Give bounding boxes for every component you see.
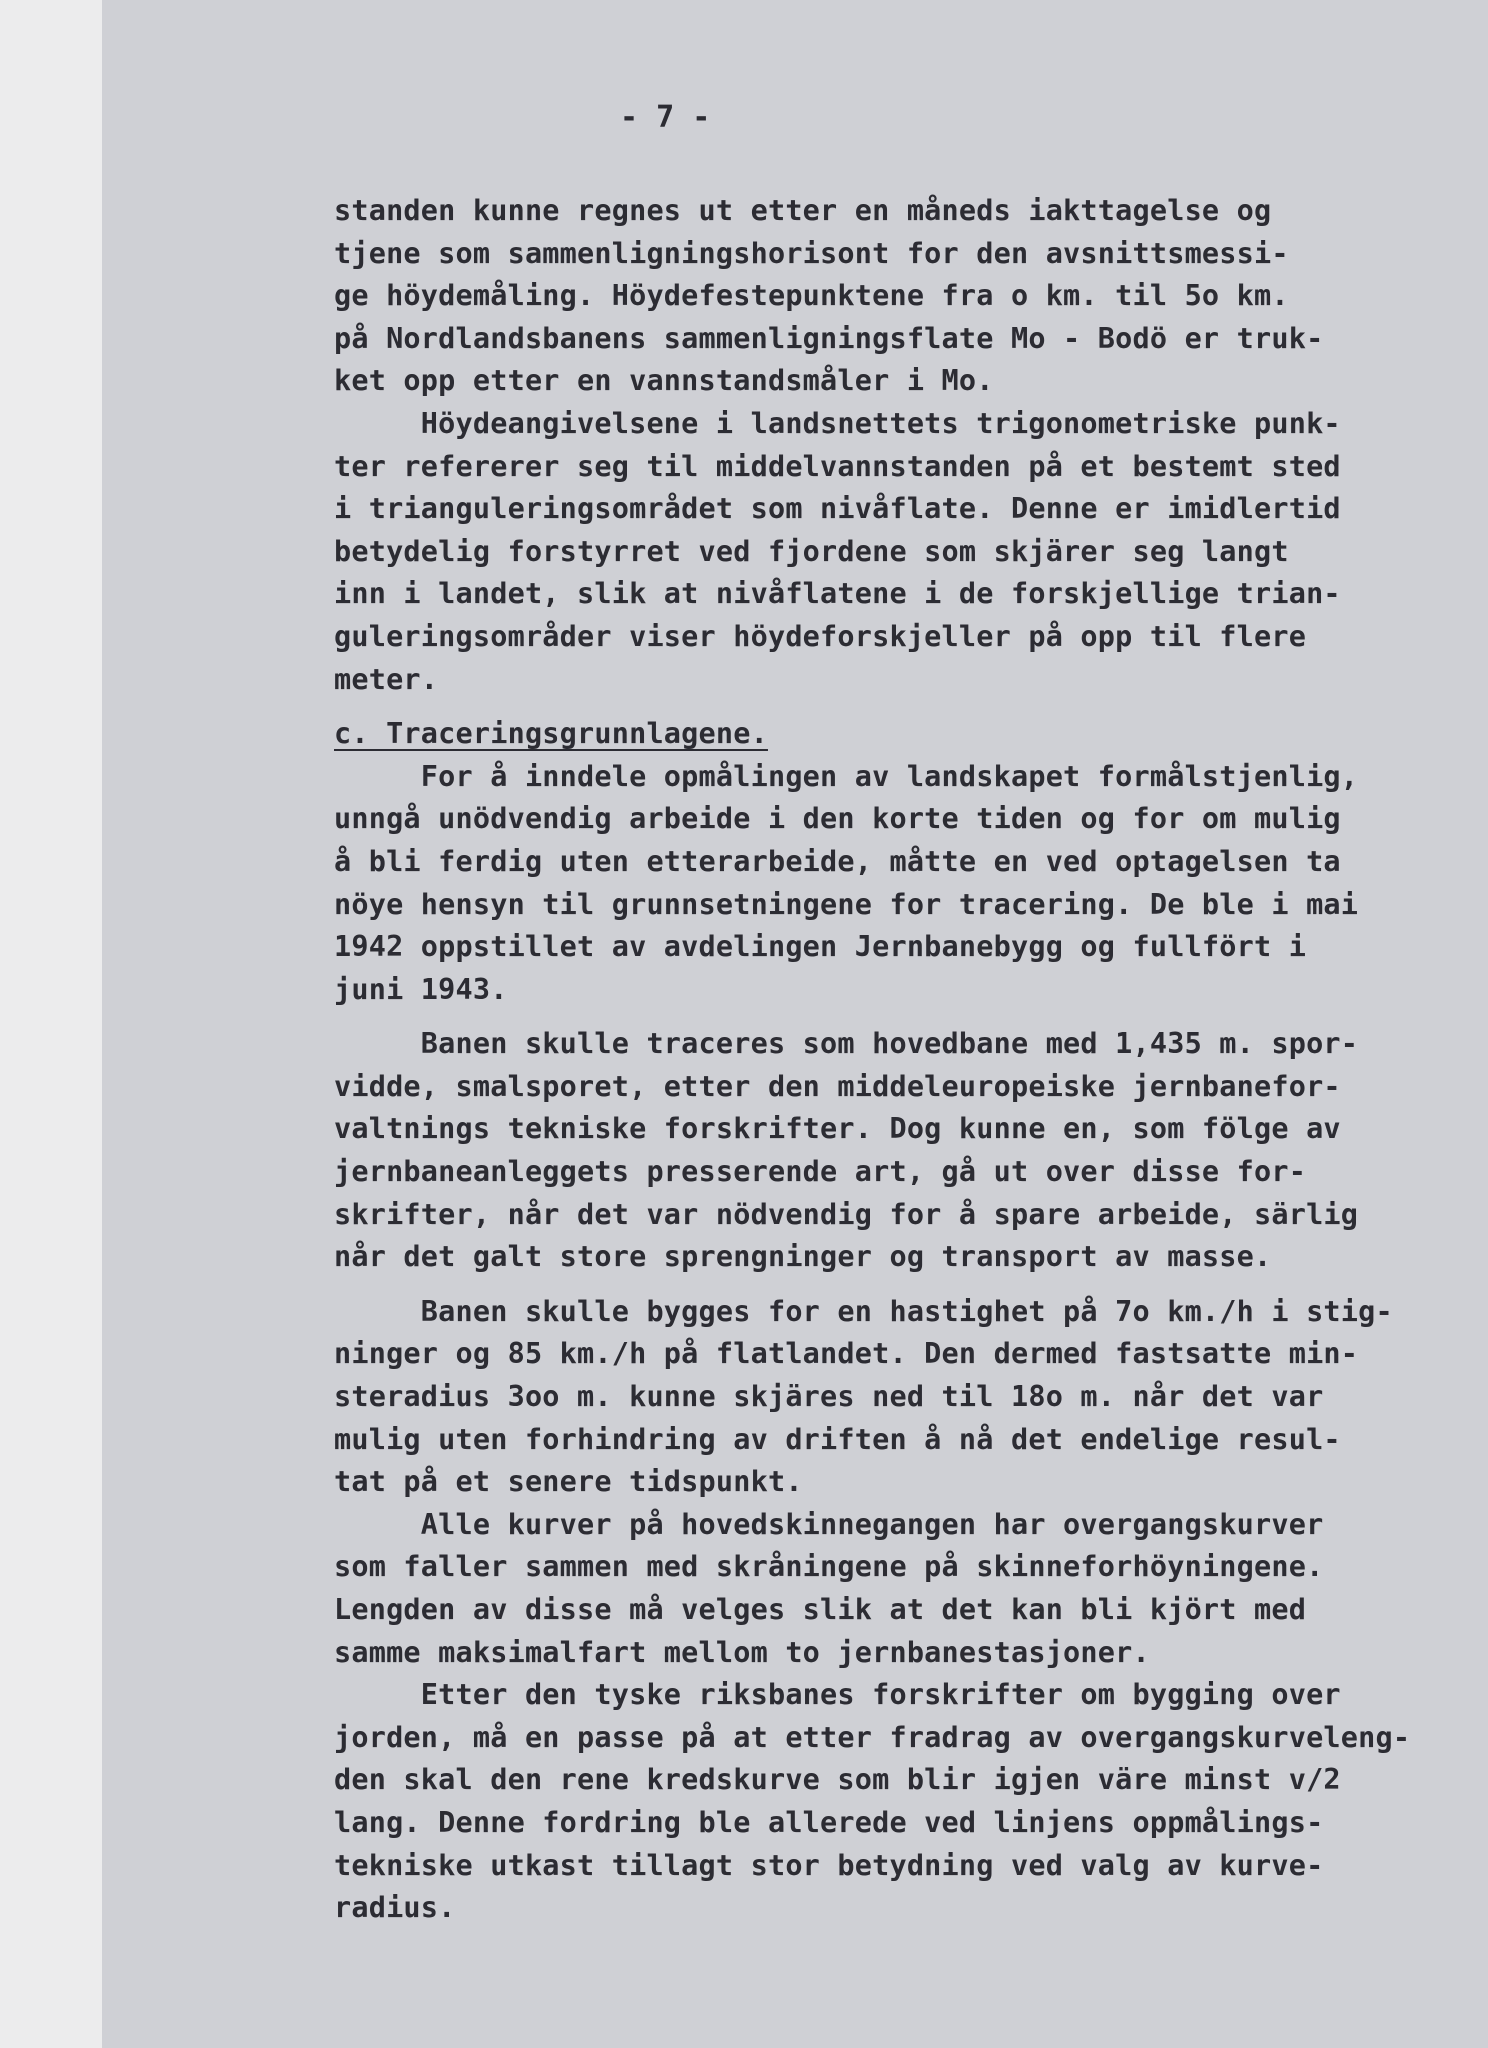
text-line: tjene som sammenligningshorisont for den avsnittsmessi- bbox=[334, 236, 1289, 270]
paragraph bbox=[334, 190, 1424, 403]
text-line: samme maksimalfart mellom to jernbanestasjoner. bbox=[334, 1635, 1150, 1669]
text-line: Banen skulle traceres som hovedbane med 1,435 m. spor- bbox=[334, 1027, 1359, 1061]
text-line: Banen skulle bygges for en hastighet på 7o km./h i stig- bbox=[334, 1294, 1393, 1328]
top-spacer bbox=[334, 108, 1424, 190]
text-line: i trianguleringsområdet som nivåflate. Denne er imidlertid bbox=[334, 492, 1341, 526]
paragraph bbox=[334, 1674, 1424, 1930]
text-line: Etter den tyske riksbanes forskrifter om bygging over bbox=[334, 1678, 1341, 1712]
text-line: meter. bbox=[334, 662, 439, 696]
text-line: juni 1943. bbox=[334, 972, 508, 1006]
text-line: steradius 3oo m. kunne skjäres ned til 18o m. når det var bbox=[334, 1380, 1324, 1414]
text-line: inn i landet, slik at nivåflatene i de forskjellige trian- bbox=[334, 577, 1341, 611]
text-line: Höydeangivelsene i landsnettets trigonometriske punk- bbox=[334, 406, 1341, 440]
text-line: Alle kurver på hovedskinnegangen har overgangskurver bbox=[334, 1507, 1324, 1541]
section-heading-block bbox=[334, 713, 1424, 756]
text-line: standen kunne regnes ut etter en måneds iakttagelse og bbox=[334, 194, 1272, 227]
paragraph bbox=[334, 1291, 1424, 1504]
text-line: ninger og 85 km./h på flatlandet. Den dermed fastsatte min- bbox=[334, 1337, 1359, 1371]
text-line: på Nordlandsbanens sammenligningsflate Mo - Bodö er truk- bbox=[334, 321, 1324, 355]
text-line: tekniske utkast tillagt stor betydning ved valg av kurve- bbox=[334, 1848, 1324, 1882]
text-line: ter refererer seg til middelvannstanden på et bestemt sted bbox=[334, 449, 1341, 483]
text-line: guleringsområder viser höydeforskjeller på opp til flere bbox=[334, 619, 1307, 653]
text-line: tat på et senere tidspunkt. bbox=[334, 1465, 803, 1499]
paragraph-gap bbox=[334, 1279, 1424, 1291]
paragraph-gap bbox=[334, 1011, 1424, 1023]
text-line: valtnings tekniske forskrifter. Dog kunne en, som fölge av bbox=[334, 1112, 1341, 1146]
text-line: som faller sammen med skråningene på skinneforhöyningene. bbox=[334, 1550, 1324, 1584]
paragraph-gap bbox=[334, 701, 1424, 713]
text-line: jorden, må en passe på at etter fradrag av overgangskurveleng- bbox=[334, 1720, 1411, 1754]
paragraph bbox=[334, 403, 1424, 701]
text-line: den skal den rene kredskurve som blir igjen väre minst v/2 bbox=[334, 1763, 1341, 1797]
page-margin-strip bbox=[0, 0, 102, 2048]
text-line: ge höydemåling. Höydefestepunktene fra o km. til 5o km. bbox=[334, 279, 1289, 313]
text-line: å bli ferdig uten etterarbeide, måtte en ved optagelsen ta bbox=[334, 844, 1341, 878]
page-number: - 7 - bbox=[620, 100, 711, 135]
text-line: ket opp etter en vannstandsmåler i Mo. bbox=[334, 364, 994, 398]
text-line: unngå unödvendig arbeide i den korte tiden og for om mulig bbox=[334, 802, 1341, 836]
text-line: nöye hensyn til grunnsetningene for tracering. De ble i mai bbox=[334, 887, 1359, 921]
paragraph bbox=[334, 756, 1424, 1012]
text-line: vidde, smalsporet, etter den middeleuropeiske jernbanefor- bbox=[334, 1069, 1341, 1103]
text-line: 1942 oppstillet av avdelingen Jernbanebygg og fullfört i bbox=[334, 930, 1307, 964]
text-line: skrifter, når det var nödvendig for å spare arbeide, särlig bbox=[334, 1197, 1359, 1231]
text-line: betydelig forstyrret ved fjordene som skjärer seg langt bbox=[334, 534, 1289, 568]
paragraph bbox=[334, 1504, 1424, 1674]
text-line: radius. bbox=[334, 1891, 456, 1925]
text-line: For å inndele opmålingen av landskapet formålstjenlig, bbox=[334, 759, 1359, 793]
text-line: lang. Denne fordring ble allerede ved linjens oppmålings- bbox=[334, 1805, 1324, 1839]
text-line: Lengden av disse må velges slik at det kan bli kjört med bbox=[334, 1593, 1307, 1626]
text-line: mulig uten forhindring av driften å nå det endelige resul- bbox=[334, 1422, 1341, 1456]
paragraph bbox=[334, 1023, 1424, 1279]
text-line: jernbaneanleggets presserende art, gå ut over disse for- bbox=[334, 1155, 1307, 1189]
section-heading: c. Traceringsgrunnlagene. bbox=[334, 717, 768, 751]
document-body bbox=[334, 108, 1424, 1930]
text-line: når det galt store sprengninger og transport av masse. bbox=[334, 1240, 1272, 1274]
